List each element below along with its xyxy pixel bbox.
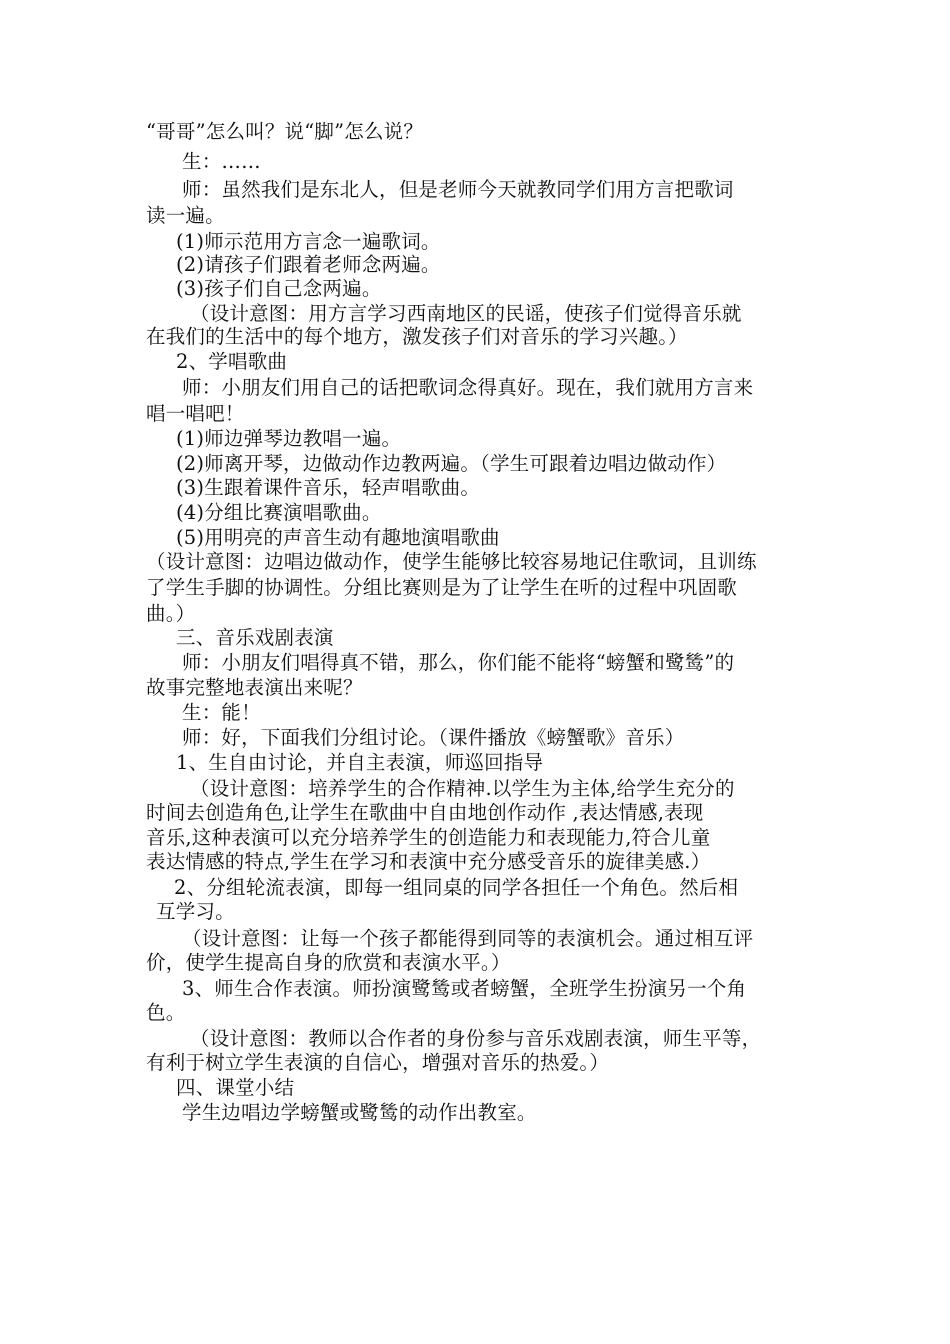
text-line: 2、分组轮流表演，即每一组同桌的同学各担任一个角色。然后相	[174, 876, 739, 899]
text-line: 互学习。	[156, 900, 235, 923]
text-line: 1、生自由讨论，并自主表演，师巡回指导	[176, 751, 544, 774]
text-line: (3)孩子们自己念两遍。	[176, 277, 382, 300]
text-line: 3、师生合作表演。师扮演鹭鸶或者螃蟹，全班学生扮演另一个角	[182, 977, 747, 1000]
text-line: 读一遍。	[146, 204, 225, 227]
text-line: 色。	[146, 1001, 186, 1024]
text-line: （设计意图：教师以合作者的身份参与音乐戏剧表演，师生平等，	[190, 1027, 762, 1050]
text-line: 唱一唱吧！	[146, 402, 245, 425]
text-line: 师：小朋友们用自己的话把歌词念得真好。现在，我们就用方言来	[182, 376, 754, 399]
text-line: 生：能！	[182, 701, 261, 724]
text-line: 有利于树立学生表演的自信心，增强对音乐的热爱。）	[146, 1051, 610, 1074]
text-line: 三、音乐戏剧表演	[176, 626, 334, 649]
text-line: （设计意图：培养学生的合作精神.以学生为主体,给学生充分的	[190, 777, 735, 800]
text-line: 生：……	[182, 150, 261, 173]
text-line: (2)请孩子们跟着老师念两遍。	[176, 253, 441, 276]
text-line: 师：小朋友们唱得真不错，那么，你们能不能将“螃蟹和鹭鸶”的	[182, 651, 735, 674]
text-line: (3)生跟着课件音乐，轻声唱歌曲。	[176, 476, 481, 499]
text-line: （设计意图：边唱边做动作，使学生能够比较容易地记住歌词，且训练	[146, 550, 757, 573]
text-line: 四、课堂小结	[176, 1076, 295, 1099]
text-line: (1)师边弹琴边教唱一遍。	[176, 427, 402, 450]
text-line: (2)师离开琴，边做动作边教两遍。（学生可跟着边唱边做动作）	[176, 452, 727, 475]
text-line: 了学生手脚的协调性。分组比赛则是为了让学生在听的过程中巩固歌	[146, 576, 738, 599]
text-line: 表达情感的特点,学生在学习和表演中充分感受音乐的旋律美感.）	[146, 850, 711, 873]
text-line: 师：虽然我们是东北人，但是老师今天就教同学们用方言把歌词	[182, 178, 734, 201]
text-line: （设计意图：让每一个孩子都能得到同等的表演机会。通过相互评	[182, 927, 754, 950]
text-line: “哥哥”怎么叫？说“脚”怎么说？	[146, 120, 424, 143]
text-line: （设计意图：用方言学习西南地区的民谣，使孩子们觉得音乐就	[190, 302, 742, 325]
text-line: 价，使学生提高自身的欣赏和表演水平。）	[146, 951, 511, 974]
text-line: 2、学唱歌曲	[176, 350, 288, 373]
text-line: 师：好，下面我们分组讨论。（课件播放《螃蟹歌》音乐）	[182, 726, 685, 749]
text-line: 学生边唱边学螃蟹或鹭鸶的动作出教室。	[182, 1101, 537, 1124]
text-line: 故事完整地表演出来呢？	[146, 676, 363, 699]
text-line: 时间去创造角色,让学生在歌曲中自由地创作动作 ,表达情感,表现	[146, 801, 704, 824]
text-line: 曲。）	[146, 602, 196, 625]
text-line: (1)师示范用方言念一遍歌词。	[176, 230, 441, 253]
text-line: (4)分组比赛演唱歌曲。	[176, 501, 382, 524]
text-line: 在我们的生活中的每个地方，激发孩子们对音乐的学习兴趣。）	[146, 325, 688, 348]
text-line: (5)用明亮的声音生动有趣地演唱歌曲	[176, 526, 500, 549]
text-line: 音乐,这种表演可以充分培养学生的创造能力和表现能力,符合儿童	[146, 826, 711, 849]
